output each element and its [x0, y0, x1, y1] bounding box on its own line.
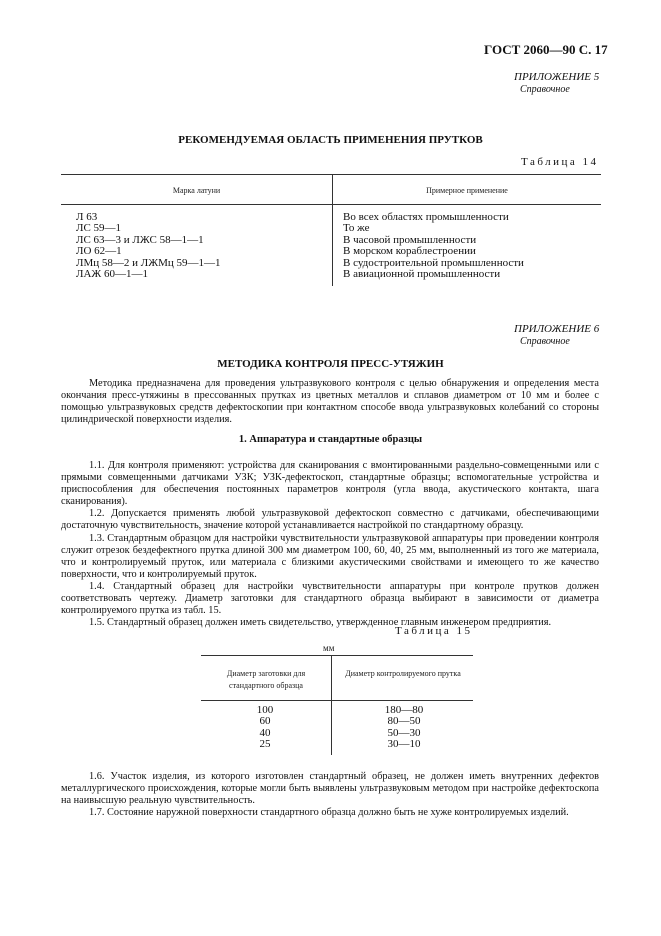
table-cell: Во всех областях промышленности	[343, 211, 509, 223]
table-cell: ЛМц 58—2 и ЛЖМц 59—1—1	[76, 256, 221, 269]
section1-paragraphs	[61, 460, 599, 629]
table-cell: В морском кораблестроении	[343, 245, 476, 258]
paragraph-1-1: 1.1. Для контроля применяют: устройства для сканирования с вмонтированными раздельно-совмещенными или с прямыми совмещенными датчиками УЗК; УЗК-дефектоскоп, стандартные образцы; вспомогательные устройства и приспособления для обеспечения постоянных параметров контроля (угла ввода, акустического контакта, шага сканирования).	[61, 460, 599, 508]
appendix6-title: МЕТОДИКА КОНТРОЛЯ ПРЕСС-УТЯЖИН	[217, 358, 444, 370]
table-cell: 180—80	[384, 704, 424, 716]
table15-unit: мм	[323, 643, 335, 653]
table-cell: 80—50	[387, 715, 421, 728]
table14-label: Таблица 14	[521, 156, 599, 168]
table-cell: То же	[343, 222, 370, 235]
table-cell: ЛАЖ 60—1—1	[76, 268, 149, 281]
section1-title: 1. Аппаратура и стандартные образцы	[238, 434, 423, 445]
table-cell: 100	[256, 704, 274, 716]
table15-header-rod: Диаметр контролируемого прутка	[345, 669, 461, 678]
appendix5-type: Справочное	[520, 84, 570, 95]
paragraph-1-6: 1.6. Участок изделия, из которого изготовлен стандартный образец, не должен иметь внутренних дефектов металлургического происхождения, которые могли быть выявлены ультразвуковым методом при настройке дефектоскопа на наивысшую реальную чувствительность.	[61, 771, 599, 807]
table-cell: 30—10	[387, 737, 421, 750]
table14-grades	[76, 212, 221, 280]
table-cell: 25	[259, 737, 271, 750]
table-cell: В авиационной промышленности	[343, 268, 501, 281]
table14-uses	[343, 212, 524, 280]
section1-paragraphs-after	[61, 771, 599, 819]
table14-header-use: Примерное применение	[426, 186, 508, 195]
paragraph-1-5: 1.5. Стандартный образец должен иметь свидетельство, утвержденное главным инженером предприятия.	[89, 617, 552, 629]
table15-header-blank: Диаметр заготовки для стандартного образца	[226, 669, 306, 690]
appendix6-label: ПРИЛОЖЕНИЕ 6	[514, 323, 600, 335]
table-cell: 60	[259, 715, 271, 728]
table-cell: ЛО 62—1	[76, 245, 122, 258]
appendix5-title: РЕКОМЕНДУЕМАЯ ОБЛАСТЬ ПРИМЕНЕНИЯ ПРУТКОВ	[178, 134, 483, 146]
table-cell: В судостроительной промышленности	[343, 256, 524, 269]
table-cell: ЛС 59—1	[76, 222, 122, 235]
paragraph-1-3: 1.3. Стандартным образцом для настройки чувствительности ультразвуковой аппаратуры при проведении контроля служит отрезок бездефектного прутка длиной 300 мм диаметром 100, 60, 40, 25 мм, выполненный из того же материала, что и контролируемый пруток, или материала с близкими акустическими свойствами и имеющего то же качество поверхности, что и контролируемый пруток.	[61, 532, 599, 580]
table15-col-blank	[204, 705, 326, 750]
table-cell: В часовой промышленности	[343, 233, 477, 246]
table15-col-rod	[337, 705, 471, 750]
paragraph-1-2: 1.2. Допускается применять любой ультразвуковой дефектоскоп совместно с датчиками, обеспечивающими достаточную чувствительность, значение которой устанавливается настройкой по стандартному образцу.	[61, 508, 599, 532]
paragraph-1-7: 1.7. Состояние наружной поверхности стандартного образца должно быть не хуже контролируемых изделий.	[89, 807, 569, 819]
paragraph: Методика предназначена для проведения ультразвукового контроля с целью обнаружения и определения места окончания пресс-утяжины в прессованных прутках из цветных металлов и сплавов диаметром от 10 мм и более с помощью ультразвуковых средств дефектоскопии при контактном способе ввода ультразвуковых колебаний со стороны цилиндрической поверхности изделия.	[61, 378, 599, 426]
appendix5-label: ПРИЛОЖЕНИЕ 5	[514, 71, 600, 83]
table15-label: Таблица 15	[395, 625, 473, 637]
table-cell: ЛС 63—3 и ЛЖС 58—1—1	[76, 233, 204, 246]
intro-paragraph	[61, 378, 599, 426]
paragraph-1-4: 1.4. Стандартный образец для настройки чувствительности аппаратуры при контроле прутков должен соответствовать чертежу. Диаметр заготовки для стандартного образца выбирают в зависимости от диаметра контролируемого прутка из табл. 15.	[61, 580, 599, 617]
table-cell: 50—30	[387, 726, 421, 739]
page-header: ГОСТ 2060—90 С. 17	[484, 42, 608, 57]
table-cell: 40	[259, 726, 271, 739]
appendix6-type: Справочное	[520, 336, 570, 347]
table14-header-grade: Марка латуни	[172, 186, 221, 195]
table-cell: Л 63	[76, 211, 98, 223]
